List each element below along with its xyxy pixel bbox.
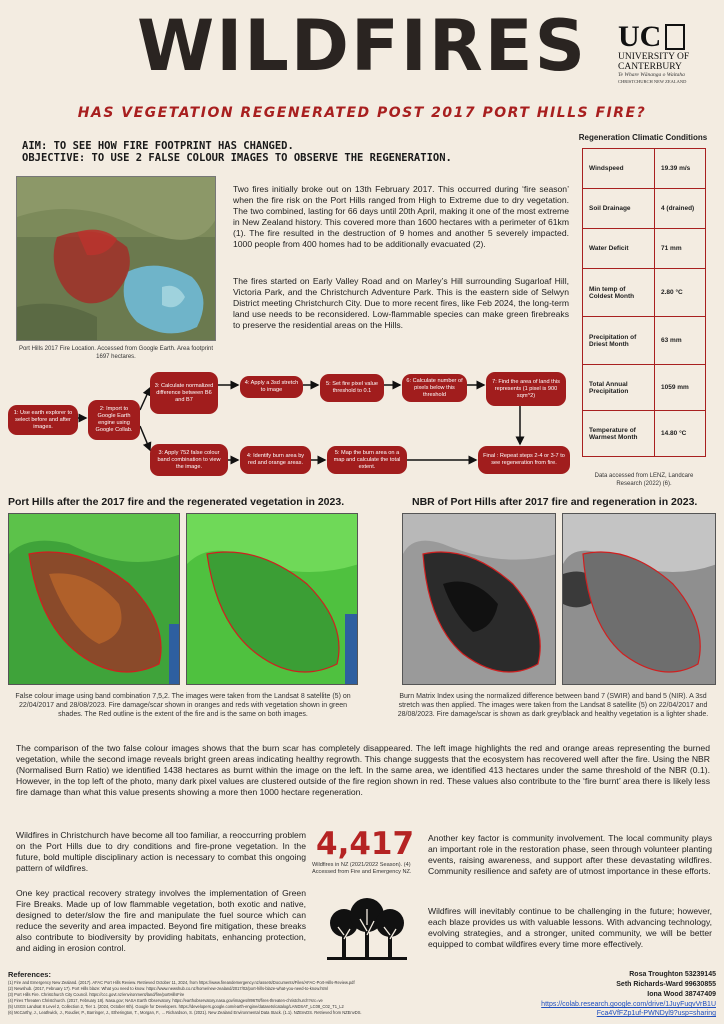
authors-block <box>540 970 716 1018</box>
climate-label: Temperature of Warmest Month <box>583 411 655 457</box>
poster-title: WILDFIRES <box>137 5 587 87</box>
map-image <box>17 177 216 341</box>
fire-location-map <box>16 176 216 341</box>
climate-row <box>583 269 706 317</box>
climate-value: 1059 mm <box>655 365 706 411</box>
intro-paragraph-1: Two fires initially broke out on 13th February 2017. This occurred during ‘fire season’ when the fire risk on the Port Hills ranged from High to Extreme due to dry vegetation. The two combined, lasting for 66 days until 20th April, making it one of the most extreme in New Zealand history. This covered more than 1600 hectares with a perimeter of 61km (1). The fire resulted in the destruction of 9 homes and another 5 severely impacted. 1000 people from 400 homes had to be additionally evacuated (2). <box>233 184 569 249</box>
flow-step-4: 4: Apply a 3sd stretch to image <box>240 376 303 398</box>
climate-label: Total Annual Precipitation <box>583 365 655 411</box>
false-colour-2017-image <box>8 513 180 685</box>
conclusion-right-paragraph-1: Another key factor is community involvement. The local community plays an important role in the restoration phase, seen through volunteer planting events, raising awareness, and support after these devastating wildfires. Community resilience and safety are of utmost importance in these efforts. <box>428 833 712 876</box>
aim-objective <box>22 140 452 164</box>
climate-table <box>582 148 706 457</box>
colab-link[interactable]: https://colab.research.google.com/drive/1JuyFuqvVrB1UFca4VfFZp1uf-PWNDyl9?usp=sharing <box>541 1001 716 1017</box>
intro-paragraph-2: The fires started on Early Valley Road and on Marley’s Hill surrounding Sugarloaf Hill, Victoria Park, and the Christchurch Adventure Park. This is the eastern side of Selwyn District meeting Christchurch City. Due to more recent fires, like Feb 2024, the long-term land use needs to be reconsidered. Low-flammable species can make green firebreaks to preserve the residential areas on the Hills. <box>233 276 569 330</box>
author-name: Rosa Troughton 53239145 <box>629 971 716 978</box>
flow-step-6: 6: Calculate number of pixels below this threshold <box>402 374 467 402</box>
objective-text: OBJECTIVE: TO USE 2 FALSE COLOUR IMAGES TO OBSERVE THE REGENERATION. <box>22 152 452 164</box>
flow-final-step: Final : Repeat steps 2-4 or 3-7 to see regeneration from fire. <box>478 446 570 474</box>
flow-branch-step-5: 5: Map the burn area on a map and calculate the total extent. <box>327 446 407 474</box>
aim-text: AIM: TO SEE HOW FIRE FOOTPRINT HAS CHANGED. <box>22 140 294 152</box>
crest-icon <box>665 24 685 50</box>
conclusion-left-paragraph-1: Wildfires in Christchurch have become all too familiar, a reoccurring problem on the Port Hills due to dry conditions and fire-prone vegetation. In the future, bold multiple disciplinary action is necessary to combat this ongoing pattern of wildfires. <box>16 830 306 873</box>
climate-note: Data accessed from LENZ, Landcare Research (2022) (6). <box>594 473 694 487</box>
false-colour-caption: False colour image using band combination 7,5,2. The images were taken from the Landsat 8 satellite (5) on 22/04/2017 and 28/08/2023. Fire damage/scar shown in oranges and reds with vegetation shown in green shades. The Red outline is the extent of the fire and is the same on both images. <box>15 693 351 718</box>
climate-row <box>583 365 706 411</box>
climate-value: 63 mm <box>655 317 706 365</box>
false-colour-heading: Port Hills after the 2017 fire and the regenerated vegetation in 2023. <box>8 496 345 508</box>
author-name: Seth Richards-Ward 99630855 <box>616 981 716 988</box>
climate-value: 71 mm <box>655 229 706 269</box>
flow-step-5: 5: Set fire pixel value threshold to 0.1 <box>320 374 384 402</box>
logo-city: CHRISTCHURCH NEW ZEALAND <box>618 79 687 84</box>
climate-row <box>583 189 706 229</box>
nbr-2017-image <box>402 513 556 685</box>
climate-value: 14.80 °C <box>655 411 706 457</box>
flow-step-2: 2: Import to Google Earth engine using Google Collab. <box>88 400 140 440</box>
flow-step-7: 7: Find the area of land this represents (1 pixel is 900 sqm^2) <box>486 372 566 406</box>
climate-row <box>583 317 706 365</box>
logo-name-2: CANTERBURY <box>618 62 682 72</box>
reference-item: (3) Port Hills Fire. Christchurch City Council. https://ccc.govt.nz/environment/land/fire/portHillsFire <box>8 992 185 997</box>
nbr-heading: NBR of Port Hills after 2017 fire and regeneration in 2023. <box>412 496 698 508</box>
climate-row <box>583 149 706 189</box>
map-caption: Port Hills 2017 Fire Location. Accessed from Google Earth. Area footprint 1697 hectares. <box>18 346 214 360</box>
reference-item: (5) USGS Landsat 8 Level 2, Collection 2, Tier 1. (2024, October 6th). Google for Developers. https://developers.google.com/earth-engine/datasets/catalog/LANDSAT_LC08_C02_T1_L2 <box>8 1004 344 1009</box>
reference-item: (6) McCarthy, J., Leathwick, J., Roudier, P., Barringer, J., Etherington, T., Morgan, F., ... Richardson, S. (2021). New Zealand Environmental Data Stack. (1.1). NZEnvDS. Retrieved from NZEnvDS. <box>8 1010 362 1015</box>
logo-mark: UC <box>618 20 662 53</box>
climate-value: 4 (drained) <box>655 189 706 229</box>
nbr-2023-image <box>562 513 716 685</box>
climate-label: Min temp of Coldest Month <box>583 269 655 317</box>
climate-row <box>583 229 706 269</box>
conclusion-right-paragraph-2: Wildfires will inevitably continue to be challenging in the future; however, each blaze provides us with valuable lessons. With advancing technology, evolving strategies, and a stronger, united community, we will be better equipped to combat wildfires every time more effectively. <box>428 906 712 949</box>
nbr-caption: Burn Matrix Index using the normalized difference between band 7 (SWIR) and band 5 (NIR). A 3sd stretch was then applied. The images were taken from the Landsat 8 satellite (5) on 22/04/2017 and 28/08/2023. Fire damage/scar is shown as dark grey/black and healthy vegetation is a lighter shade. <box>397 693 709 718</box>
reference-item: (2) Newshub. (2017, February 17). Port Hills blaze: What you need to know. https://www.newshub.co.nz/home/new-zealand/2017/02/port-hills-blaze-what-you-need-to-know.html <box>8 986 328 991</box>
flow-step-1: 1: Use earth explorer to select before and after images. <box>8 405 78 435</box>
university-logo <box>618 22 708 85</box>
climate-value: 19.39 m/s <box>655 149 706 189</box>
references-title: References: <box>8 970 51 979</box>
subtitle: HAS VEGETATION REGENERATED POST 2017 PORT HILLS FIRE? <box>77 105 647 121</box>
conclusion-left-paragraph-2: One key practical recovery strategy involves the implementation of Green Fire Breaks. Made up of low flammable vegetation, both exotic and native, designed to deter/slow the fire and manipulate the fuel source which can reduce the severity and area impacted. Beyond fire mitigation, these breaks also contribute to biodiversity by providing habitats, enhancing protection, and aiding in erosion control. <box>16 888 306 953</box>
trees-icon <box>322 895 412 965</box>
flow-branch-step-3: 3: Apply 752 false colour band combination to view the image. <box>150 444 228 476</box>
logo-maori-name: Te Whare Wānanga o Waitaha <box>618 72 685 78</box>
logo-name-1: UNIVERSITY OF <box>618 52 690 62</box>
climate-row <box>583 411 706 457</box>
reference-item: (4) Fires Threaten Christchurch. (2017, February 18). Nasa.gov; NASA Earth Observatory. https://earthobservatory.nasa.gov/images/89678/fires-threaten-christchurch?src=ve <box>8 998 323 1003</box>
climate-table-title: Regeneration Climatic Conditions <box>578 133 708 142</box>
climate-label: Precipitation of Driest Month <box>583 317 655 365</box>
author-name: Iona Wood 38747409 <box>647 991 716 998</box>
climate-label: Windspeed <box>583 149 655 189</box>
comparison-paragraph: The comparison of the two false colour images shows that the burn scar has completely disappeared. The left image highlights the red and orange areas representing the burned vegetation, while the second image reveals bright green areas indicating healthy regrowth. This change suggests that the ecosystem has recovered well after the fire. Using the NBR (Normalised Burn Ratio) we identified 1438 hectares as burnt within the image on the left. In the same area, we identified 413 hectares under the same threshold of the NBR (0.1). However, in the top left of the photo, many dark pixel values are clustered outside of the fire region shown in red. These values also contribute to the ‘fire burnt’ area there is likely less fire damage than what this value presents showing a more then 1000 hectare regeneration. <box>16 743 710 797</box>
climate-value: 2.80 °C <box>655 269 706 317</box>
climate-label: Water Deficit <box>583 229 655 269</box>
wildfire-count-caption: Wildfires in NZ (2021/2022 Season). (4) Accessed from Fire and Emergency NZ. <box>312 862 412 875</box>
wildfire-count-stat: 4,417 <box>316 826 415 862</box>
reference-item: (1) Fire and Emergency New Zealand. (2017). AFAC Port Hills Review. Retrieved October 11, 2024, from https://www.fireandemergency.nz/assets/Documents/Files/AFAC-Port-Hills-Review.pdf <box>8 980 355 985</box>
references-list <box>8 980 548 1016</box>
climate-label: Soil Drainage <box>583 189 655 229</box>
flow-step-3: 3: Calculate normalized difference between B6 and B7 <box>150 372 218 414</box>
flow-branch-step-4: 4: Identify burn area by red and orange areas. <box>240 446 311 474</box>
false-colour-2023-image <box>186 513 358 685</box>
